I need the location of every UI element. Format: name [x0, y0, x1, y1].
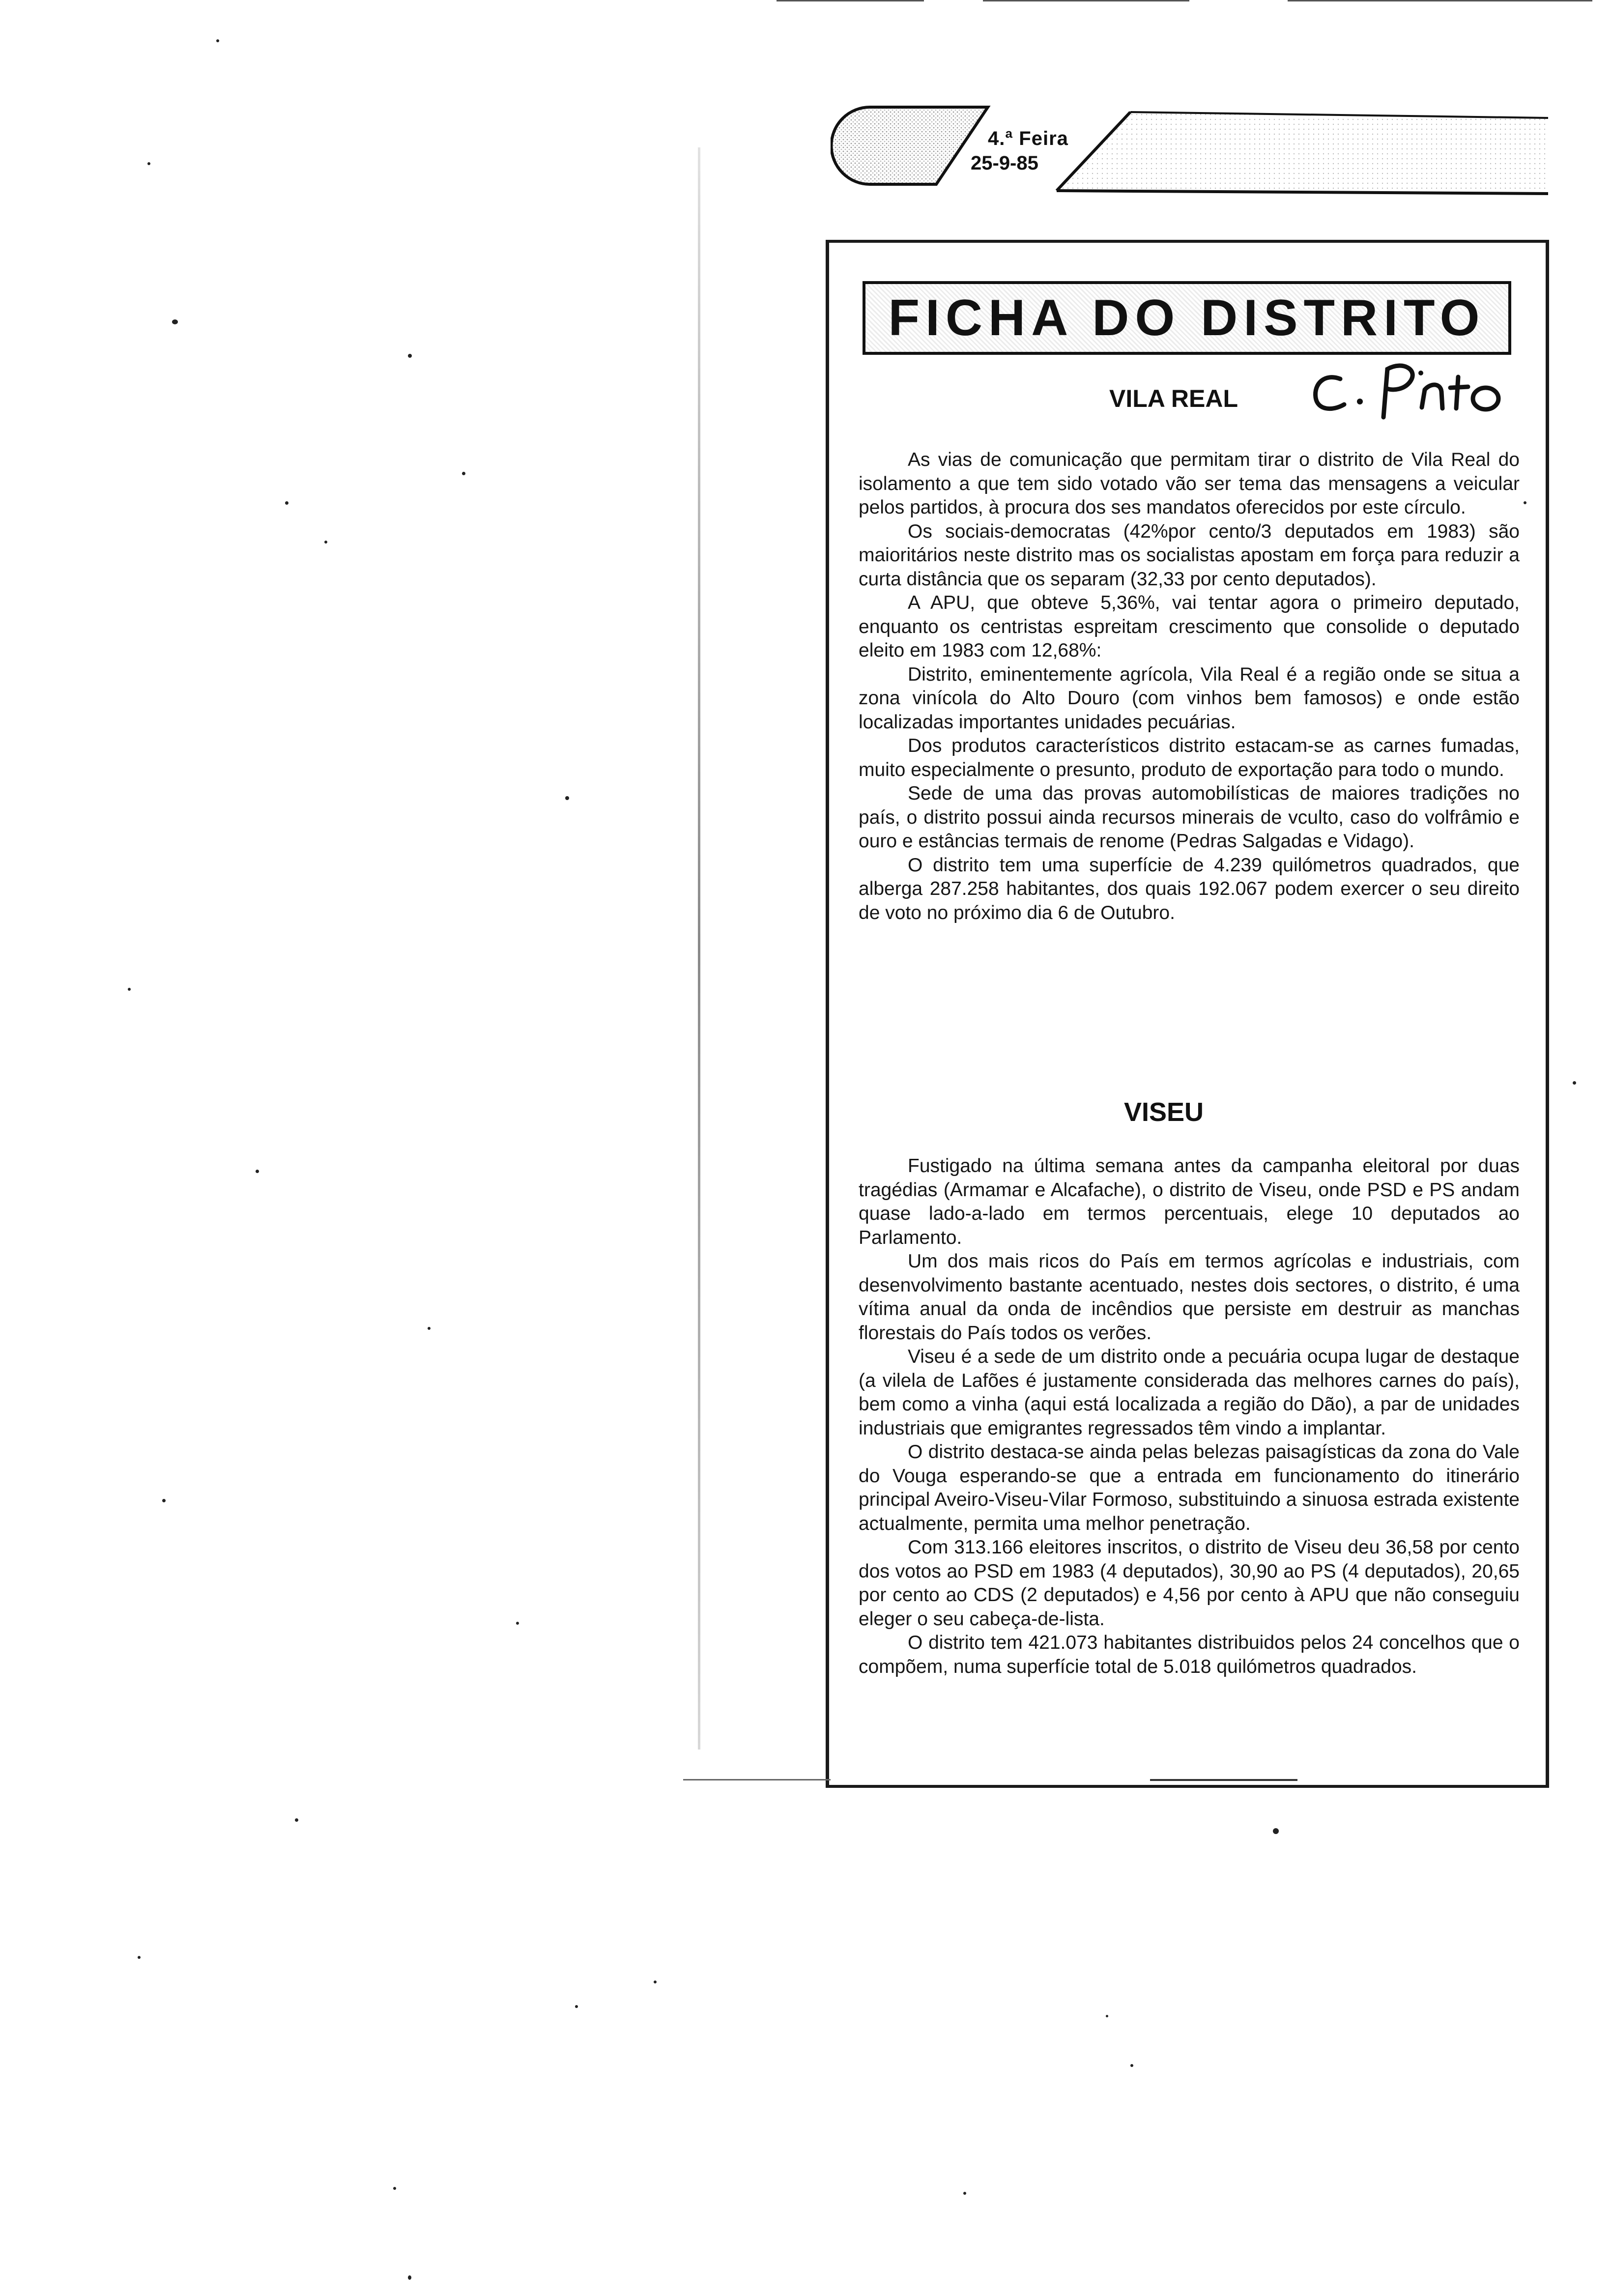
paragraph: Dos produtos característicos distrito estacam-se as carnes fumadas, muito especialmente o presunto, produto de exportação para todo o mundo.: [859, 735, 1520, 780]
noise-speck: [575, 2005, 578, 2008]
issue-weekday: 4.ª Feira: [988, 128, 1068, 149]
paragraph: O distrito tem uma superfície de 4.239 quilómetros quadrados, que alberga 287.258 habitantes, dos quais 192.067 podem exercer o seu direito de voto no próximo dia 6 de Outubro.: [859, 854, 1520, 923]
section-title-viseu: VISEU: [1124, 1097, 1204, 1127]
noise-speck: [963, 2192, 966, 2195]
article-banner: [863, 281, 1511, 355]
noise-speck: [1273, 1828, 1279, 1834]
paragraph: Viseu é a sede de um distrito onde a pecuária ocupa lugar de destaque (a vilela de Lafões é justamente considerada das melhores carnes do país), bem como a vinha (aqui está localizada a região do Dão), a par de unidades industriais que emigrantes regressados têm vindo a implantar.: [859, 1346, 1520, 1439]
paragraph: O distrito tem 421.073 habitantes distribuidos pelos 24 concelhos que o compõem, numa superfície total de 5.018 quilómetros quadrados.: [859, 1632, 1520, 1677]
noise-speck: [172, 319, 178, 324]
noise-speck: [408, 2275, 411, 2280]
noise-speck: [1130, 2064, 1133, 2067]
noise-speck: [1573, 1081, 1576, 1085]
bottom-edge-line: [1150, 1779, 1297, 1781]
section-body-vila-real: [859, 448, 1520, 925]
noise-speck: [285, 501, 288, 505]
paragraph: A APU, que obteve 5,36%, vai tentar agora o primeiro deputado, enquanto os centristas espreitam crescimento que consolide o deputado eleito em 1983 com 12,68%:: [859, 592, 1520, 661]
paragraph: Sede de uma das provas automobilísticas de maiores tradições no país, o distrito possui ainda recursos minerais de vculto, caso do volfrâmio e ouro e estâncias termais de renome (Pedras Salgadas e Vidago).: [859, 783, 1520, 852]
noise-speck: [147, 162, 150, 165]
handwritten-annotation: [1305, 353, 1511, 427]
noise-speck: [295, 1818, 298, 1822]
top-edge-line: [983, 0, 1189, 1]
noise-speck: [462, 472, 465, 475]
handwritten-signature: [1305, 353, 1511, 427]
banner-title: FICHA DO DISTRITO: [888, 289, 1486, 346]
date-badge: [831, 103, 1068, 192]
section-body-viseu: [859, 1154, 1520, 1679]
noise-speck: [128, 988, 131, 991]
issue-date: 25-9-85: [971, 152, 1038, 174]
bottom-edge-line: [683, 1779, 831, 1780]
header-band-shape: [1047, 108, 1548, 197]
top-edge-line: [777, 0, 924, 1]
page-fold-shadow: [698, 147, 700, 1750]
noise-speck: [162, 1499, 166, 1502]
noise-speck: [654, 1980, 657, 1983]
paragraph: Distrito, eminentemente agrícola, Vila Real é a região onde se situa a zona vinícola do Alto Douro (com vinhos bem famosos) e onde estão localizadas importantes unidades pecuárias.: [859, 663, 1520, 733]
paragraph: Um dos mais ricos do País em termos agrícolas e industriais, com desenvolvimento bastante acentuado, nestes dois sectores, o distrito, é uma vítima anual da onda de incêndios que persiste em destruir as manchas florestais do País todos os verões.: [859, 1251, 1520, 1344]
paragraph: Os sociais-democratas (42%por cento/3 deputados em 1983) são maioritários neste distrito mas os socialistas apostam em força para reduzir a curta distância que os separam (32,33 por cento deputados).: [859, 520, 1520, 590]
noise-speck: [216, 39, 219, 42]
noise-speck: [565, 796, 569, 800]
noise-speck: [324, 541, 327, 544]
paragraph: As vias de comunicação que permitam tirar o distrito de Vila Real do isolamento a que tem sido votado vão ser tema das mensagens a veicular pelos partidos, à procura dos ses mandatos oferecidos por este círculo.: [859, 449, 1520, 518]
noise-speck: [393, 2187, 396, 2190]
header-shape: [1047, 108, 1548, 197]
paragraph: Fustigado na última semana antes da campanha eleitoral por duas tragédias (Armamar e Alcafache), o distrito de Viseu, onde PSD e PS andam quase lado-a-lado em termos percentuais, elege 10 deputados ao Parlamento.: [859, 1155, 1520, 1248]
noise-speck: [138, 1956, 141, 1959]
noise-speck: [408, 354, 412, 358]
district-profile-article: [826, 240, 1549, 1788]
paragraph: O distrito destaca-se ainda pelas belezas paisagísticas da zona do Vale do Vouga esperando-se que a entrada em funcionamento do itinerário principal Aveiro-Viseu-Vilar Formoso, substituindo a sinuosa estrada existente actualmente, permita uma melhor penetração.: [859, 1441, 1520, 1534]
noise-speck: [516, 1622, 519, 1625]
noise-speck: [428, 1327, 431, 1330]
paragraph: Com 313.166 eleitores inscritos, o distrito de Viseu deu 36,58 por cento dos votos ao PSD em 1983 (4 deputados), 30,90 ao PS (4 deputados), 20,65 por cento ao CDS (2 deputados) e 4,56 por cento à APU que não conseguiu eleger o seu cabeça-de-lista.: [859, 1537, 1520, 1630]
section-title-vila-real: VILA REAL: [1109, 385, 1238, 412]
top-edge-line: [1288, 0, 1592, 1]
noise-speck: [1106, 2015, 1108, 2017]
noise-speck: [256, 1170, 259, 1173]
